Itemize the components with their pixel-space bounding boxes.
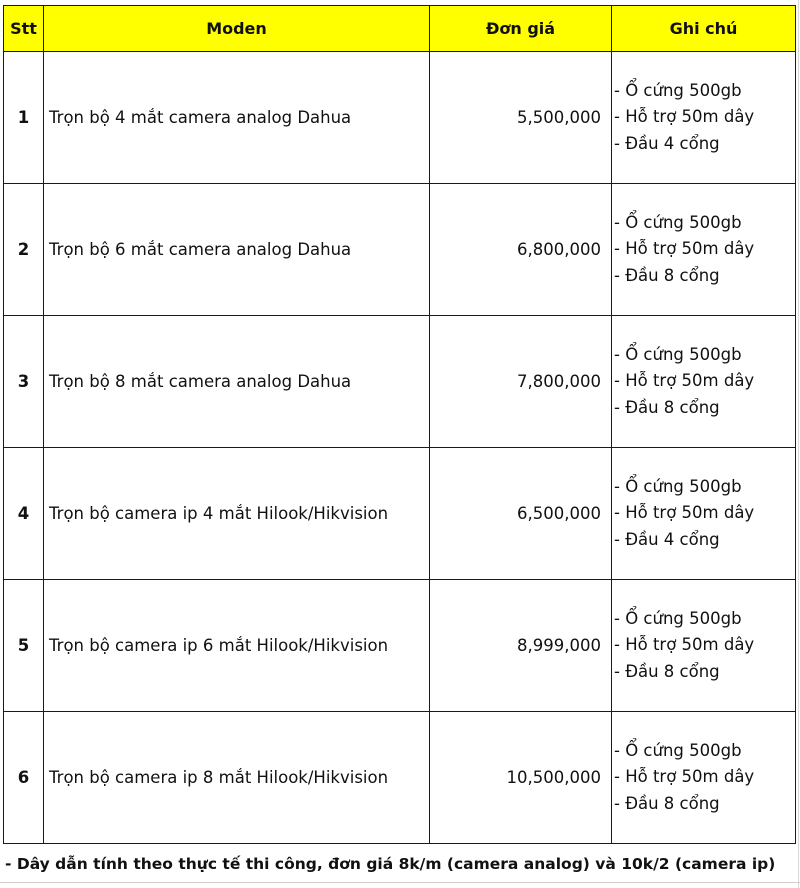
cell-price[interactable]: 7,800,000 xyxy=(430,316,612,448)
table-row xyxy=(4,448,796,580)
cell-price[interactable]: 10,500,000 xyxy=(430,712,612,844)
cell-stt[interactable]: 2 xyxy=(4,184,44,316)
note-line: - Ổ cứng 500gb xyxy=(614,476,742,496)
note-line: - Hỗ trợ 50m dây xyxy=(614,767,755,787)
cell-notes[interactable] xyxy=(612,580,796,712)
cell-model[interactable]: Trọn bộ camera ip 6 mắt Hilook/Hikvision xyxy=(44,580,430,712)
note-line: - Hỗ trợ 50m dây xyxy=(614,503,755,523)
header-stt[interactable]: Stt xyxy=(4,6,44,52)
cell-price[interactable]: 6,500,000 xyxy=(430,448,612,580)
cell-price[interactable]: 8,999,000 xyxy=(430,580,612,712)
note-line: - Hỗ trợ 50m dây xyxy=(614,239,755,259)
header-price[interactable]: Đơn giá xyxy=(430,6,612,52)
cell-price[interactable]: 6,800,000 xyxy=(430,184,612,316)
note-line: - Hỗ trợ 50m dây xyxy=(614,371,755,391)
note-line: - Ổ cứng 500gb xyxy=(614,740,742,760)
cell-model[interactable]: Trọn bộ 6 mắt camera analog Dahua xyxy=(44,184,430,316)
note-line: - Đầu 8 cổng xyxy=(614,661,720,681)
note-line: - Hỗ trợ 50m dây xyxy=(614,635,755,655)
gridline xyxy=(0,882,800,883)
note-line: - Ổ cứng 500gb xyxy=(614,344,742,364)
cell-stt[interactable]: 3 xyxy=(4,316,44,448)
cell-stt[interactable]: 1 xyxy=(4,52,44,184)
table-row xyxy=(4,316,796,448)
price-table xyxy=(3,5,796,844)
gridline xyxy=(798,0,799,888)
cell-stt[interactable]: 5 xyxy=(4,580,44,712)
table-row xyxy=(4,52,796,184)
cell-notes[interactable] xyxy=(612,184,796,316)
note-line: - Đầu 4 cổng xyxy=(614,133,720,153)
note-line: - Ổ cứng 500gb xyxy=(614,608,742,628)
cell-stt[interactable]: 4 xyxy=(4,448,44,580)
cell-model[interactable]: Trọn bộ 4 mắt camera analog Dahua xyxy=(44,52,430,184)
note-line: - Đầu 8 cổng xyxy=(614,265,720,285)
cell-notes[interactable] xyxy=(612,52,796,184)
cell-model[interactable]: Trọn bộ camera ip 4 mắt Hilook/Hikvision xyxy=(44,448,430,580)
note-line: - Ổ cứng 500gb xyxy=(614,212,742,232)
cell-model[interactable]: Trọn bộ 8 mắt camera analog Dahua xyxy=(44,316,430,448)
header-model[interactable]: Moden xyxy=(44,6,430,52)
header-row xyxy=(4,6,796,52)
table-row xyxy=(4,712,796,844)
table-row xyxy=(4,580,796,712)
cell-notes[interactable] xyxy=(612,448,796,580)
cell-price[interactable]: 5,500,000 xyxy=(430,52,612,184)
note-line: - Ổ cứng 500gb xyxy=(614,80,742,100)
note-line: - Đầu 4 cổng xyxy=(614,529,720,549)
header-notes[interactable]: Ghi chú xyxy=(612,6,796,52)
cell-notes[interactable] xyxy=(612,712,796,844)
cell-notes[interactable] xyxy=(612,316,796,448)
footnote-text[interactable]: - Dây dẫn tính theo thực tế thi công, đơn giá 8k/m (camera analog) và 10k/2 (camera ip) xyxy=(5,855,776,873)
note-line: - Hỗ trợ 50m dây xyxy=(614,107,755,127)
note-line: - Đầu 8 cổng xyxy=(614,793,720,813)
table-row xyxy=(4,184,796,316)
cell-model[interactable]: Trọn bộ camera ip 8 mắt Hilook/Hikvision xyxy=(44,712,430,844)
note-line: - Đầu 8 cổng xyxy=(614,397,720,417)
cell-stt[interactable]: 6 xyxy=(4,712,44,844)
